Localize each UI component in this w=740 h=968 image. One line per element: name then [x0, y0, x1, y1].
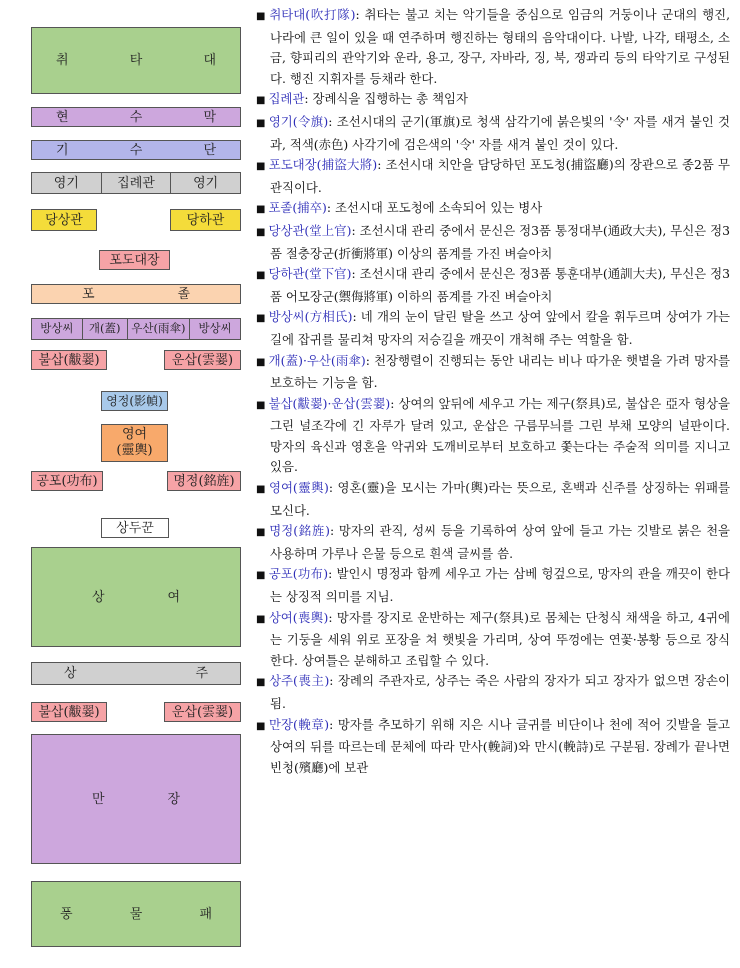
description-item [256, 112, 730, 155]
hyeonsumak-char: 막 [203, 109, 216, 125]
item-term: 취타대(吹打隊) [269, 7, 356, 22]
myeongjeong-label: 명정(銘旌) [173, 473, 235, 489]
description-item [256, 221, 730, 264]
bullet-icon: ■ [256, 527, 267, 539]
hyeonsumak-char: 수 [129, 109, 143, 125]
bullet-icon: ■ [256, 313, 266, 325]
sangyeo-box [31, 547, 241, 647]
gongpo-box [31, 471, 103, 491]
bangsangssi-cell: 방상씨 [32, 319, 83, 339]
item-text: : 망자를 장지로 운반하는 제구(祭具)로 몸체는 단청식 채색을 하고, 4귀에는 기둥을 세워 위로 포장을 쳐 햇빛을 가리며, 상여 뚜껑에는 연꽃·봉황 등으로 장식한다. 상여틀은 분해하고 조립할 수 있다. [270, 609, 730, 668]
item-term: 집례관 [268, 91, 305, 107]
gongpo-label: 공포(功布) [36, 473, 98, 489]
item-term: 영기(令旗) [268, 113, 329, 129]
danghagwan-label: 당하관 [186, 212, 225, 228]
chwitadae-char: 취 [56, 53, 69, 68]
description-item [256, 521, 730, 564]
item-text: : 상여의 앞뒤에 세우고 가는 제구(祭具)로, 불삽은 亞자 형상을 그린 널조각에 긴 자루가 달려 있고, 운삽은 구름무늬를 그린 부채 모양의 널판이다. 망자의 육신과 영혼을 악귀와 도깨비로부터 보호하고 쫓는다는 주술적 의미를 지니고 있음. [270, 395, 730, 475]
description-item [256, 264, 730, 307]
canopy-row [31, 318, 241, 340]
item-term: 불삽(黻翣)·운삽(雲翣) [268, 395, 391, 411]
hyeonsumak-char: 현 [56, 109, 69, 125]
bullet-icon: ■ [256, 570, 266, 582]
item-text: : 취타는 불고 치는 악기들을 중심으로 임금의 거둥이나 군대의 행진, 나라에 큰 일이 있을 때 연주하며 행진하는 형태의 음악대이다. 나발, 나각, 태평소, 소금, 향피리의 관악기와 운라, 용고, 장구, 자바라, 징, 북, 쟁과리 등의 타악기로 구성된다. 행진 지휘자를 등채라 한다. [270, 7, 731, 86]
dangsanggwan-label: 당상관 [45, 212, 83, 228]
gisudan-char: 단 [203, 142, 216, 158]
bullet-icon: ■ [256, 95, 266, 107]
yeongyeo-label: 영여 [121, 427, 148, 442]
bullet-icon: ■ [256, 484, 266, 496]
description-item [256, 351, 730, 394]
item-term: 포도대장(捕盜大將) [268, 157, 378, 173]
bullet-icon: ■ [256, 399, 266, 411]
bullet-icon: ■ [256, 226, 266, 238]
bullet-icon: ■ [256, 356, 266, 368]
item-term: 공포(功布) [268, 566, 329, 582]
gisudan-box [31, 140, 241, 160]
bulsap-top-box [31, 350, 107, 370]
sangdugun-label: 상두꾼 [116, 520, 154, 536]
item-text: : 천장행렬이 진행되는 동안 내리는 비나 따가운 햇볕을 가려 망자를 보호하는 기능을 함. [270, 352, 730, 391]
item-text: : 조선시대 관리 중에서 문신은 정3품 통훈대부(通訓大夫), 무신은 정3품 어모장군(禦侮將軍) 이하의 품계를 가진 벼슬아치 [270, 266, 730, 304]
bullet-icon: ■ [256, 204, 266, 216]
manjang-char: 장 [167, 791, 180, 807]
item-term: 영여(靈輿) [268, 480, 329, 496]
yeongyeo-box [101, 424, 168, 462]
pungmulpae-char: 물 [129, 906, 143, 922]
unsap-top-box [164, 350, 241, 370]
item-text: : 조선시대 관리 중에서 문신은 정3품 통정대부(通政大夫), 무신은 정3품 절충장군(折衝將軍) 이상의 품계를 가진 벼슬아치 [270, 222, 730, 261]
bullet-icon: ■ [256, 613, 266, 625]
yeongjeong-label: 영정(影幀) [106, 394, 163, 408]
bangsangssi-cell: 방상씨 [198, 321, 232, 336]
item-text: : 조선시대 치안을 담당하던 포도청(捕盜廳)의 장관으로 종2품 무관직이다. [270, 157, 731, 195]
yeonggi-cell: 영기 [193, 175, 219, 191]
bullet-icon: ■ [256, 161, 266, 173]
item-term: 당상관(堂上官) [268, 222, 352, 238]
description-item [256, 564, 730, 607]
item-text: : 발인시 명정과 함께 세우고 가는 삼베 헝겊으로, 망자의 관을 깨끗이 한다는 상징적 의미를 지님. [270, 566, 730, 605]
sangyeo-char: 여 [167, 589, 180, 605]
chwitadae-box [31, 27, 241, 94]
bullet-icon: ■ [256, 117, 266, 129]
sangju-box [31, 662, 241, 685]
manjang-box [31, 734, 241, 864]
chwitadae-char: 대 [203, 53, 216, 68]
description-item [256, 671, 730, 714]
unsap-label: 운삽(雲翣) [171, 352, 234, 368]
description-list [256, 5, 730, 778]
item-term: 개(蓋)·우산(雨傘) [268, 352, 366, 368]
pojol-char: 포 [82, 286, 95, 302]
podo-label: 포도대장 [109, 252, 160, 268]
podo-box [99, 250, 170, 270]
pojol-box [31, 284, 241, 304]
item-text: : 네 개의 눈이 달린 탈을 쓰고 상여 앞에서 칼을 휘두르며 상여가 가는 길에 잡귀를 물리쳐 망자의 저승길을 깨끗이 개척해 주는 역할을 함. [270, 309, 730, 347]
myeongjeong-box [167, 471, 241, 491]
description-item [256, 608, 730, 672]
item-term: 상여(喪輿) [268, 609, 329, 625]
bullet-icon: ■ [256, 11, 267, 22]
bullet-icon: ■ [256, 270, 266, 282]
sangju-char: 주 [195, 666, 208, 681]
usan-cell: 우산(雨傘) [128, 319, 191, 339]
item-term: 당하관(堂下官) [268, 266, 352, 282]
item-term: 만장(輓章) [269, 716, 330, 732]
unsap-label: 운삽(雲翣) [171, 704, 234, 720]
item-term: 포졸(捕卒) [268, 200, 327, 216]
sangdugun-box [101, 518, 169, 538]
description-item [256, 715, 730, 779]
gisudan-char: 기 [56, 142, 69, 158]
yeonggi-cell: 영기 [32, 173, 102, 193]
chwitadae-char: 타 [129, 53, 143, 68]
danghagwan-box [170, 209, 241, 231]
manjang-char: 만 [92, 791, 105, 807]
item-text: : 망자를 추모하기 위해 지은 시나 글귀를 비단이나 천에 적어 깃발을 들고 상여의 뒤를 따르는데 문체에 따라 만사(輓詞)와 만시(輓詩)로 구분됨. 장례가 끝나면 빈청(殯廳)에 보관 [270, 716, 731, 775]
item-term: 방상씨(方相氏) [268, 309, 353, 325]
gisudan-char: 수 [129, 142, 143, 158]
item-text: : 장례식을 집행하는 총 책임자 [304, 91, 468, 107]
item-term: 명정(銘旌) [269, 523, 331, 539]
sangyeo-char: 상 [92, 589, 105, 605]
description-item [256, 307, 730, 350]
item-text: : 조선시대의 군기(軍旗)로 청색 삼각기에 붉은빛의 '令' 자를 새겨 붙인 것과, 적색(赤色) 사각기에 검은색의 '令' 자를 새겨 붙인 것이 있다. [270, 113, 731, 152]
dangsanggwan-box [31, 209, 97, 231]
unsap-bottom-box [164, 702, 241, 722]
sangju-char: 상 [64, 666, 77, 681]
bulsap-label: 불삽(黻翣) [38, 704, 100, 720]
pojol-char: 졸 [177, 286, 190, 302]
gae-cell: 개(蓋) [83, 319, 128, 339]
description-item [256, 155, 730, 198]
officials-row [31, 172, 241, 194]
hyeonsumak-box [31, 107, 241, 127]
bullet-icon: ■ [256, 720, 267, 732]
description-item [256, 5, 730, 89]
bulsap-label: 불삽(黻翣) [38, 352, 100, 368]
description-item [256, 198, 730, 221]
description-item [256, 394, 730, 478]
description-item [256, 478, 730, 521]
item-text: : 영혼(靈)을 모시는 가마(輿)라는 뜻으로, 혼백과 신주를 상징하는 위패를 모신다. [270, 480, 731, 518]
pungmulpae-char: 패 [199, 906, 212, 922]
item-text: : 망자의 관직, 성씨 등을 기록하여 상여 앞에 들고 가는 깃발로 붉은 천을 사용하며 가루나 은물 등으로 흰색 글씨를 씀. [270, 523, 731, 561]
bullet-icon: ■ [256, 677, 267, 689]
item-text: : 장례의 주관자로, 상주는 죽은 사람의 장자가 되고 장자가 없으면 장손이 됨. [270, 673, 730, 711]
pungmulpae-box [31, 881, 241, 947]
yeongjeong-box [101, 391, 168, 411]
item-text: : 조선시대 포도청에 소속되어 있는 병사 [326, 200, 543, 216]
jiprye-cell: 집례관 [102, 173, 172, 193]
item-term: 상주(喪主) [269, 673, 330, 689]
description-item [256, 89, 730, 112]
yeongyeo-hanja: (靈輿) [116, 443, 153, 458]
bulsap-bottom-box [31, 702, 107, 722]
pungmulpae-char: 풍 [60, 906, 73, 922]
